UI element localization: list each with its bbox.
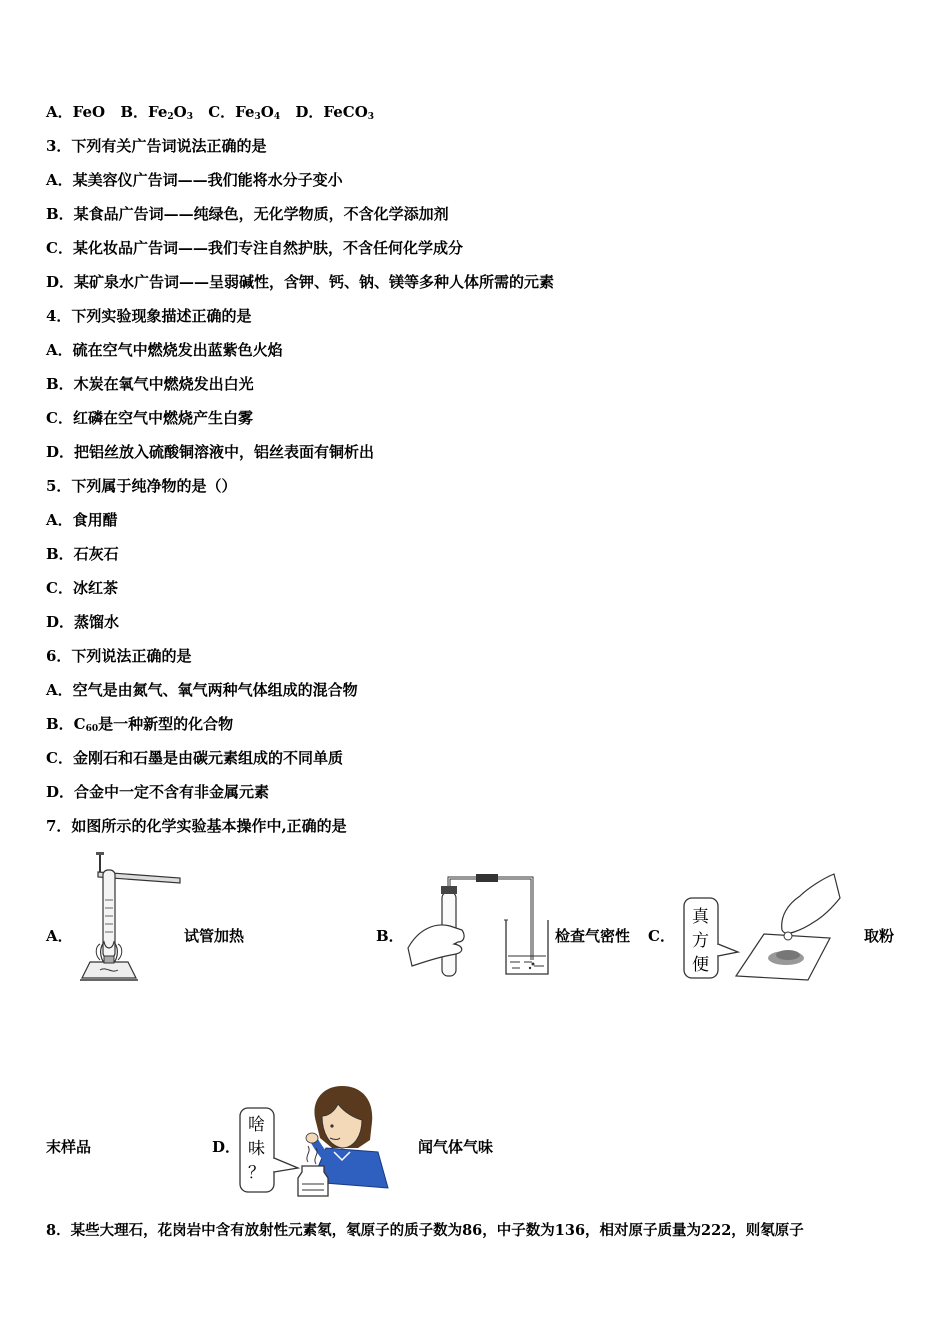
q6-option-c: C．金刚石和石墨是由碳元素组成的不同单质 [46,749,343,767]
q3-stem: 3．下列有关广告词说法正确的是 [46,137,267,155]
q2-option-c: C．$Fe_3O_4$ [208,103,281,122]
q7-option-d-label: D． [212,1138,241,1156]
q2-option-b: B．$Fe_2O_3$ [120,103,193,122]
q7-option-d-bubble-text: 啥 味 ？ [248,1115,265,1183]
q7-option-c-caption-cont: 末样品 [46,1138,92,1156]
q6-option-d: D．合金中一定不含有非金属元素 [46,783,270,801]
q6-option-b: B．$C_{60}$是一种新型的化合物 [46,715,234,734]
q7-option-c-caption: 取粉 [864,927,895,945]
q7-option-b-label: B． [376,927,404,945]
q3-option-c: C．某化妆品广告词——我们专注自然护肤，不含任何化学成分 [46,239,463,257]
q3-option-d: D．某矿泉水广告词——呈弱碱性，含钾、钙、钠、镁等多种人体所需的元素 [46,273,555,291]
q7-stem: 7．如图所示的化学实验基本操作中,正确的是 [46,817,347,835]
q4-option-c: C．红磷在空气中燃烧产生白雾 [46,409,253,427]
test-tube-heating-figure [70,850,185,990]
q5-option-b: B．石灰石 [46,545,119,563]
q2-option-a: A．FeO [46,103,106,121]
gas-tightness-figure [406,870,556,982]
q5-option-d: D．蒸馏水 [46,613,120,631]
q5-option-c: C．冰红茶 [46,579,118,597]
q5-option-a: A．食用醋 [46,511,118,529]
q3-option-b: B．某食品广告词——纯绿色，无化学物质，不含化学添加剂 [46,205,449,223]
q6-option-a: A．空气是由氮气、氧气两种气体组成的混合物 [46,681,358,699]
q4-stem: 4．下列实验现象描述正确的是 [46,307,252,325]
q3-option-a: A．某美容仪广告词——我们能将水分子变小 [46,171,343,189]
q4-option-a: A．硫在空气中燃烧发出蓝紫色火焰 [46,341,283,359]
q7-option-c-bubble-text: 真 方 便 [692,907,709,975]
q5-stem: 5．下列属于纯净物的是（） [46,477,237,495]
q7-option-a-caption: 试管加热 [184,927,245,945]
q6-stem: 6．下列说法正确的是 [46,647,192,665]
q2-option-d: D．FeCO$_3$ [295,103,375,122]
q4-option-b: B．木炭在氧气中燃烧发出白光 [46,375,254,393]
q4-option-d: D．把铝丝放入硫酸铜溶液中，铝丝表面有铜析出 [46,443,375,461]
q7-option-d-caption: 闻气体气味 [418,1138,494,1156]
q7-option-b-caption: 检查气密性 [555,927,631,945]
q8-stem: 8．某些大理石，花岗岩中含有放射性元素氡，氡原子的质子数为86，中子数为136，相对原子质量为222，则氡原子 [46,1222,804,1239]
q7-option-a-label: A． [46,927,73,945]
q2-options-row [46,102,374,127]
q7-option-c-label: C． [648,927,675,945]
